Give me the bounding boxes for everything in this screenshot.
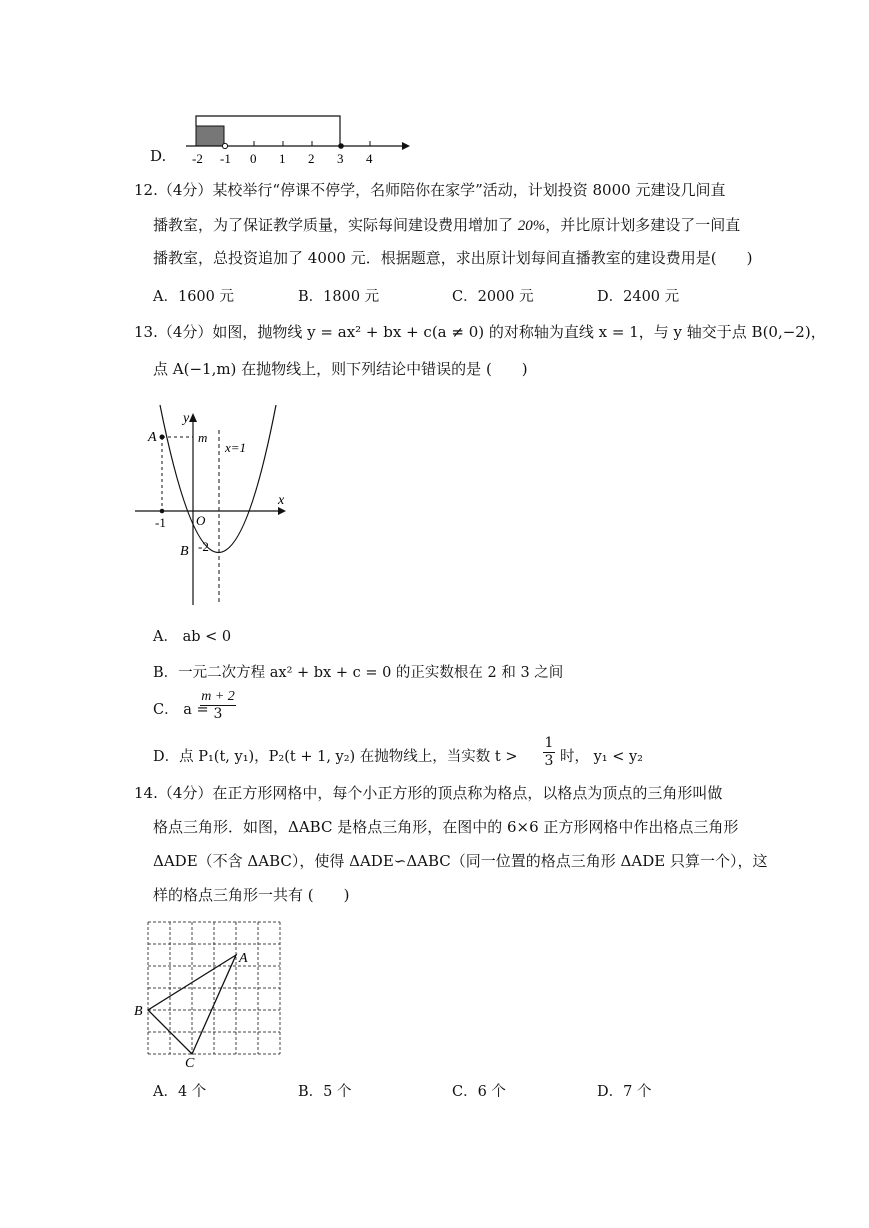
q14-stem-line1: 14.（4分）在正方形网格中，每个小正方形的顶点称为格点，以格点为顶点的三角形叫做 [134,784,723,802]
q12-stem-line1: 12.（4分）某校举行“停课不停学，名师陪你在家学”活动，计划投资 8000 元建设几间直 [134,181,726,199]
q14-option-c[interactable]: C．6 个 [452,1084,506,1100]
y-axis-arrow-icon [189,413,197,422]
point-neg1-marker [160,509,165,514]
fraction-denominator: 3 [213,706,223,722]
q12-option-d[interactable]: D．2400 元 [597,289,680,305]
q13-stem-line1: 13.（4分）如图，抛物线 y = ax² + bx + c(a ≠ 0) 的对称轴为直线 x = 1，与 y 轴交于点 B(0,−2)， [134,323,826,341]
parabola-curve [160,405,276,553]
q13-option-d-fraction [543,735,555,770]
label-b: B [180,544,189,559]
label-m: m [198,430,208,445]
q13-parabola-graph [130,400,295,610]
q14-stem-line3: ΔADE（不含 ΔABC），使得 ΔADE∽ΔABC（同一位置的格点三角形 ΔADE 只算一个），这 [153,852,768,870]
tick-label: 3 [337,151,344,166]
axis-arrow-icon [402,142,410,150]
shaded-region [196,126,224,146]
label-a: A [239,951,248,966]
label-a: A [148,430,157,445]
q13-option-a[interactable]: A． ab < 0 [153,629,232,645]
tick-label: 2 [308,151,315,166]
q12-option-b[interactable]: B．1800 元 [298,289,380,305]
q12-option-a[interactable]: A．1600 元 [153,289,234,305]
tick-label: 0 [250,151,257,166]
q13-option-b[interactable]: B．一元二次方程 ax² + bx + c = 0 的正实数根在 2 和 3 之间 [153,665,564,681]
tick-label: 1 [279,151,286,166]
fraction-numerator: 1 [544,735,554,751]
open-endpoint [222,143,227,148]
q13-stem-line2: 点 A(−1,m) 在抛物线上，则下列结论中错误的是 ( ) [153,360,528,378]
q13-option-c[interactable]: C． a = [153,702,209,718]
label-b: B [134,1004,143,1019]
label-x: x [278,493,285,508]
q12-option-c[interactable]: C．2000 元 [452,289,534,305]
q14-grid-figure [130,912,290,1067]
dashed-grid [148,922,280,1054]
q14-stem-line4: 样的格点三角形一共有 ( ) [153,886,350,904]
tick-label: -1 [220,151,231,166]
label-axis-line: x=1 [225,440,247,455]
tick-label: -2 [192,151,203,166]
fraction-numerator: m + 2 [201,689,235,704]
q14-option-a[interactable]: A．4 个 [153,1084,207,1100]
q13-option-d[interactable]: D．点 P₁(t, y₁)，P₂(t + 1, y₂) 在抛物线上，当实数 t > [153,749,518,765]
label-y: y [183,411,190,426]
label-neg2: -2 [198,539,209,554]
tick-label: 4 [366,151,373,166]
point-a-marker [160,435,165,440]
x-axis-arrow-icon [278,507,286,515]
q13-option-c-fraction [200,688,236,723]
label-c: C [185,1056,195,1067]
q14-stem-line2: 格点三角形．如图，ΔABC 是格点三角形，在图中的 6×6 正方形网格中作出格点三角形 [153,818,739,836]
label-neg1: -1 [155,515,166,530]
fraction-denominator: 3 [544,753,554,769]
q12-stem-line2: 播教室，为了保证教学质量，实际每间建设费用增加了 20%，并比原计划多建设了一间直 [153,216,741,234]
q14-option-d[interactable]: D．7 个 [597,1084,652,1100]
q11-option-d-label: D. [150,147,167,165]
q13-option-d-suffix: 时， y₁ < y₂ [560,749,643,765]
q11-number-line-figure [180,108,420,168]
q12-stem-line3: 播教室，总投资追加了 4000 元．根据题意，求出原计划每间直播教室的建设费用是( ) [153,249,753,267]
q14-option-b[interactable]: B．5 个 [298,1084,352,1100]
label-origin: O [196,513,206,528]
closed-endpoint [338,143,344,149]
